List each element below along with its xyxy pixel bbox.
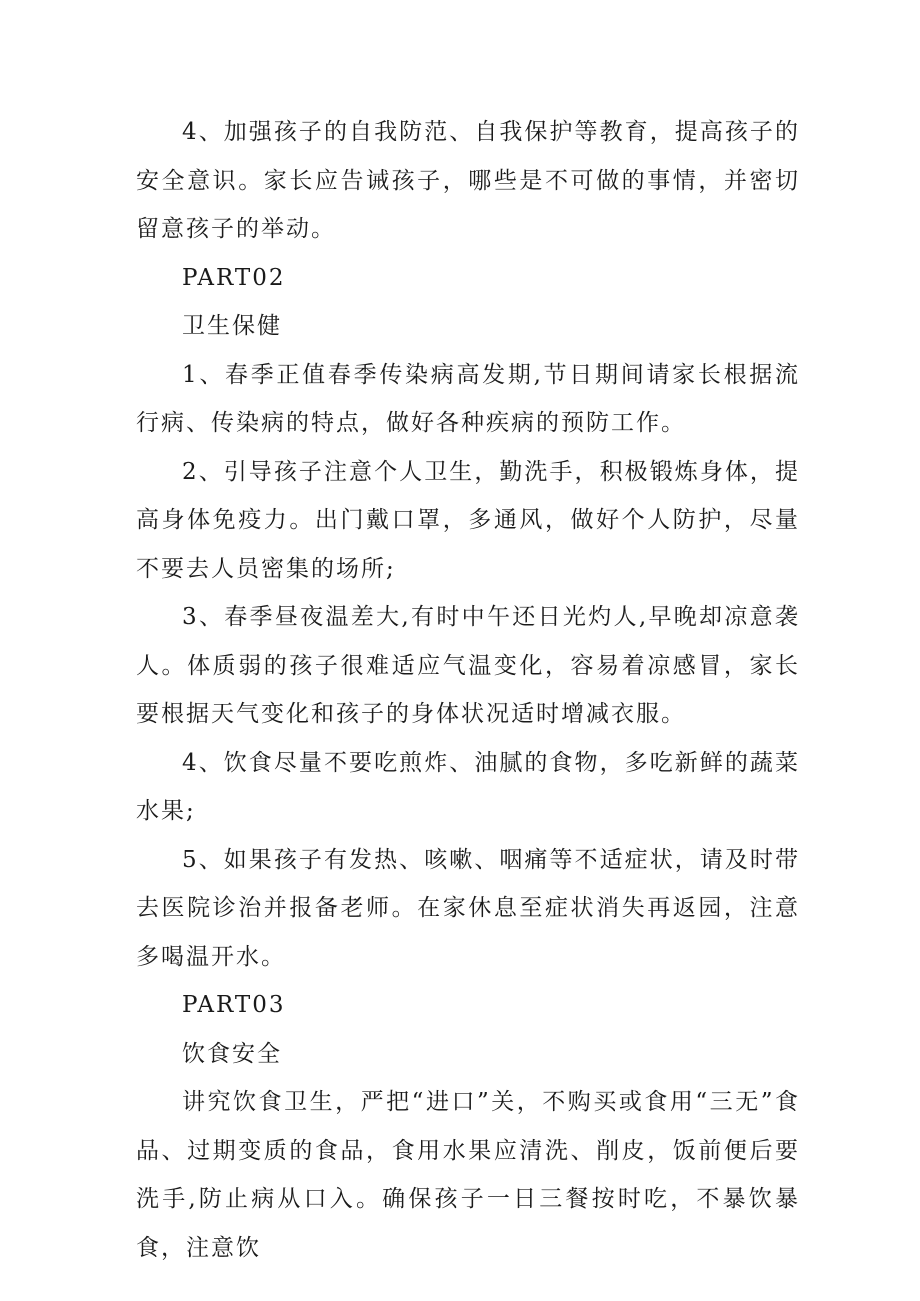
- paragraph-hygiene-3: 3、春季昼夜温差大,有时中午还日光灼人,早晚却凉意袭人。体质弱的孩子很难适应气温变化，容易着凉感冒，家长要根据天气变化和孩子的身体状况适时增减衣服。: [136, 604, 800, 727]
- paragraph-hygiene-5: 5、如果孩子有发热、咳嗽、咽痛等不适症状，请及时带去医院诊治并报备老师。在家休息至症状消失再返园，注意多喝温开水。: [136, 846, 800, 970]
- paragraph-hygiene-4: 4、饮食尽量不要吃煎炸、油腻的食物，多吃新鲜的蔬菜水果;: [136, 749, 800, 824]
- section-label-part03: PART03: [182, 992, 286, 1018]
- section-title-food-safety: 饮食安全: [182, 1040, 282, 1067]
- paragraph-hygiene-2: 2、引导孩子注意个人卫生，勤洗手，积极锻炼身体，提高身体免疫力。出门戴口罩，多通风，做好个人防护，尽量不要去人员密集的场所;: [136, 458, 800, 582]
- paragraph-hygiene-1: 1、春季正值春季传染病高发期,节日期间请家长根据流行病、传染病的特点，做好各种疾病的预防工作。: [136, 361, 800, 436]
- paragraph-food-safety: 讲究饮食卫生，严把“进口”关，不购买或食用“三无”食品、过期变质的食品，食用水果应清洗、削皮，饭前便后要洗手,防止病从口入。确保孩子一日三餐按时吃，不暴饮暴食，注意饮: [136, 1089, 800, 1261]
- section-label-part02: PART02: [182, 264, 286, 291]
- section-title-hygiene: 卫生保健: [182, 313, 282, 339]
- paragraph-self-protection: 4、加强孩子的自我防范、自我保护等教育，提高孩子的安全意识。家长应告诫孩子，哪些是不可做的事情，并密切留意孩子的举动。: [136, 119, 800, 242]
